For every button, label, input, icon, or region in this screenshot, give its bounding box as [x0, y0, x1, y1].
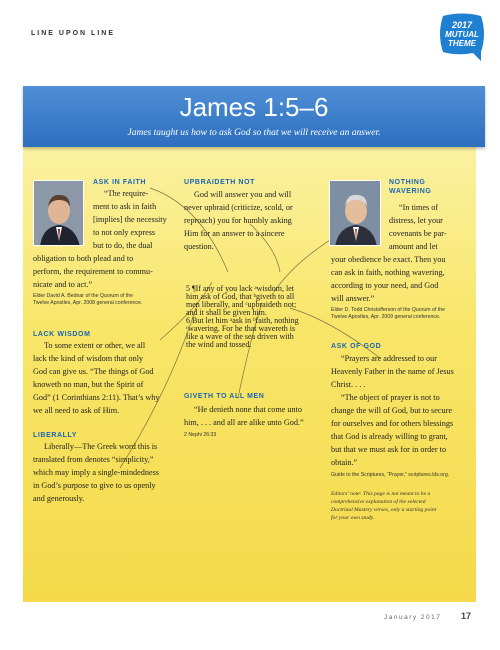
liberally-line: translated from denotes “simplicity,”	[33, 455, 154, 464]
upbraideth-line: never upbraid (criticize, scold, or	[184, 203, 293, 212]
ask-of-god-line: that God is already willing to grant,	[331, 432, 448, 441]
ask-in-faith-line: but to do, the dual	[93, 241, 153, 250]
attribution-bednar: Elder David A. Bednar of the Quorum of the	[33, 293, 134, 299]
ask-of-god-attribution: Guide to the Scriptures, “Prayer,” scriptures.lds.org.	[331, 472, 450, 478]
wavering-line: will answer.”	[331, 294, 375, 303]
ask-in-faith-line: obligation to both plead and to	[33, 254, 134, 263]
ask-of-god-line: “The object of prayer is not to	[341, 393, 440, 402]
ask-of-god-line: obtain.”	[331, 458, 358, 467]
heading-giveth-to-all-men: GIVETH TO ALL MEN	[184, 393, 265, 400]
editors-note-line: for your own study.	[331, 515, 375, 521]
liberally-line: in God’s purpose to give to us openly	[33, 481, 156, 490]
badge-year: 2017	[451, 20, 473, 30]
upbraideth-line: question.	[184, 242, 214, 251]
heading-upbraideth-not: UPBRAIDETH NOT	[184, 179, 256, 186]
heading-nothing-wavering: NOTHING	[389, 179, 426, 186]
ask-of-god-line: Christ. . . .	[331, 380, 366, 389]
scripture-line: him ask of God, that ᵇgiveth to all	[186, 292, 295, 301]
ask-in-faith-line: ment to ask in faith	[93, 202, 157, 211]
lack-wisdom-line: we all need to ask of Him.	[33, 406, 120, 415]
lack-wisdom-line: God” (1 Corinthians 2:11). That’s why	[33, 393, 160, 402]
christofferson-portrait	[329, 180, 381, 246]
lack-wisdom-line: God can give us. “The things of God	[33, 367, 154, 376]
footer-issue: January 2017	[384, 614, 442, 621]
lack-wisdom-line: To some extent or other, we all	[44, 341, 146, 350]
scripture-line: ᶜwavering. For he that wavereth is	[186, 324, 296, 333]
wavering-line: according to your need, and God	[331, 281, 439, 290]
wavering-line: distress, let your	[389, 216, 443, 225]
scripture-line: and it shall be given him.	[186, 308, 267, 317]
wavering-line: amount and let	[389, 242, 438, 251]
heading-liberally: LIBERALLY	[33, 432, 78, 439]
ask-of-god-line: change the will of God, but to secure	[331, 406, 452, 415]
scripture-line: like a wave of the sea driven with	[186, 332, 294, 341]
page-number: 17	[461, 611, 472, 621]
wavering-line: covenants be par-	[389, 229, 447, 238]
liberally-line: Liberally—The Greek word this is	[44, 442, 158, 451]
lack-wisdom-line: knoweth no man, but the Spirit of	[33, 380, 144, 389]
attribution-christofferson: Elder D. Todd Christofferson of the Quorum of the	[331, 307, 445, 313]
liberally-line: and generously.	[33, 494, 85, 503]
liberally-line: which may imply a single-mindedness	[33, 468, 159, 477]
scripture-line: men liberally, and ᶜupbraideth not;	[186, 300, 297, 309]
giveth-line: him, . . . and all are alike unto God.”	[184, 418, 304, 427]
ask-in-faith-line: to not only express	[93, 228, 156, 237]
editors-note-line: Doctrinal Mastery verses, only a starting point	[331, 507, 437, 513]
scripture-line: 5 ¶If any of you lack ᵃwisdom, let	[186, 284, 295, 293]
wavering-line: can ask in faith, nothing wavering,	[331, 268, 445, 277]
badge-line-3: THEME	[448, 39, 476, 48]
ask-in-faith-line: perform, the requirement to commu-	[33, 267, 153, 276]
editors-note-line: comprehensive explanation of the selected	[331, 499, 426, 505]
page-subtitle: James taught us how to ask God so that we will receive an answer.	[127, 128, 381, 138]
ask-in-faith-line: [implies] the necessity	[93, 215, 167, 224]
heading-lack-wisdom: LACK WISDOM	[33, 331, 91, 338]
giveth-line: “He denieth none that come unto	[194, 405, 302, 414]
wavering-line: “In times of	[399, 203, 439, 212]
ask-in-faith-line: “The require-	[104, 189, 149, 198]
upbraideth-line: reproach) you for humbly asking	[184, 216, 292, 225]
heading-nothing-wavering-2: WAVERING	[389, 188, 432, 195]
ask-of-god-line: but that we must ask for in order to	[331, 445, 447, 454]
bednar-portrait	[33, 180, 84, 246]
heading-ask-of-god: ASK OF GOD	[331, 343, 382, 350]
ask-of-god-line: for ourselves and for others blessings	[331, 419, 454, 428]
ask-in-faith-line: nicate and to act.”	[33, 280, 93, 289]
upbraideth-line: Him for an answer to a sincere	[184, 229, 285, 238]
upbraideth-line: God will answer you and will	[194, 190, 292, 199]
heading-ask-in-faith: ASK IN FAITH	[93, 179, 147, 186]
editors-note-line: Editors’ note: This page is not meant to be a	[331, 491, 431, 497]
lack-wisdom-line: lack the kind of wisdom that only	[33, 354, 144, 363]
ask-of-god-line: “Prayers are addressed to our	[341, 354, 437, 363]
attribution-bednar: Twelve Apostles, Apr. 2008 general conference.	[33, 300, 143, 306]
badge-line-2: MUTUAL	[445, 30, 479, 39]
attribution-christofferson: Twelve Apostles, Apr. 2009 general conference.	[331, 314, 441, 320]
portrait-icon	[34, 181, 84, 246]
portrait-icon	[330, 181, 381, 246]
section-kicker: LINE UPON LINE	[31, 30, 116, 37]
wavering-line: your obedience be exact. Then you	[331, 255, 446, 264]
scripture-line: 6 But let him ᵃask in ᵇfaith, nothing	[186, 316, 299, 325]
page-title: James 1:5–6	[179, 92, 329, 122]
scripture-line: the wind and tossed.	[186, 340, 252, 349]
giveth-reference: 2 Nephi 26:33	[184, 432, 217, 438]
ask-of-god-line: Heavenly Father in the name of Jesus	[331, 367, 454, 376]
